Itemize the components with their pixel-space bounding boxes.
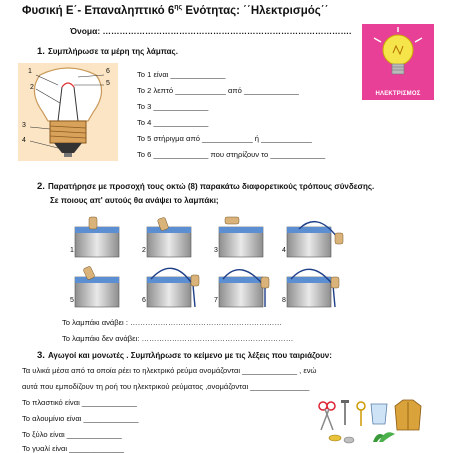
page-title: Φυσική Ε΄- Επαναληπτικό $6^{\eta\varsigma}$ Ενότητας: ΄΄Ηλεκτρισμός΄΄ — [22, 4, 329, 17]
circuits-figure — [55, 215, 345, 315]
answer-not-lights: Το λαμπάκι δεν ανάβει: …………………………………………………… — [62, 334, 294, 343]
material-line-plastic: Το πλαστικό είναι _____________ — [22, 398, 137, 407]
lightbulb-icon — [362, 24, 434, 86]
lamp-part-line-2: Το 2 λεπτό ____________ από _____________ — [137, 86, 299, 95]
section3-paragraph-line2: αυτά που εμποδίζουν τη ροή του ηλεκτρικού ρεύματος ,ονομάζονται ______________ — [22, 382, 310, 391]
figure-number-4: 4 — [282, 247, 286, 254]
diagram-label-2: 2 — [30, 84, 34, 91]
figure-number-1: 1 — [70, 247, 74, 254]
nail-icon — [341, 400, 349, 425]
figure-number-2: 2 — [142, 247, 146, 254]
section3-paragraph-line1: Τα υλικά μέσα από τα οποία ρέει το ηλεκτρικό ρεύμα ονομάζονται _____________ , ενώ — [22, 366, 317, 375]
cup-icon — [371, 404, 387, 424]
figure-number-6: 6 — [142, 297, 146, 304]
scissors-icon — [319, 402, 335, 430]
section1-heading: 1. Συμπλήρωσε τα μέρη της λάμπας. — [37, 46, 178, 57]
diagram-label-5: 5 — [106, 80, 110, 87]
coat-icon — [395, 400, 421, 430]
lamp-part-line-1: Το 1 είναι _____________ — [137, 70, 226, 79]
lamp-part-line-4: Το 4 _____________ — [137, 118, 209, 127]
circuit-3 — [219, 217, 263, 257]
lamp-part-line-6: Το 6 _____________ που στηρίζουν το _____________ — [137, 150, 326, 159]
diagram-label-4: 4 — [22, 137, 26, 144]
circuit-4 — [287, 222, 343, 257]
electricity-logo — [362, 24, 434, 100]
circuit-5 — [75, 266, 119, 307]
figure-number-8: 8 — [282, 297, 286, 304]
circuit-2 — [147, 217, 191, 257]
coins-icon — [329, 435, 354, 443]
lamp-part-line-3: Το 3 _____________ — [137, 102, 209, 111]
lamp-part-line-5: Το 5 στήριγμα από ____________ ή ____________ — [137, 134, 312, 143]
circuit-6 — [147, 268, 199, 307]
plant-icon — [373, 432, 395, 442]
circuit-1 — [75, 217, 119, 257]
logo-label: ΗΛΕΚΤΡΙΣΜΟΣ — [375, 91, 421, 97]
figure-number-3: 3 — [214, 247, 218, 254]
diagram-label-6: 6 — [106, 68, 110, 75]
name-field-line: Όνομα: ……………………………………………………………………………. — [70, 26, 352, 36]
material-line-wood: Το ξύλο είναι _____________ — [22, 430, 122, 439]
diagram-label-1: 1 — [28, 68, 32, 75]
circuit-8 — [287, 269, 339, 307]
materials-clipart — [315, 396, 435, 446]
circuit-7 — [219, 270, 269, 307]
material-line-aluminium: Το αλουμίνιο είναι _____________ — [22, 414, 139, 423]
figure-number-5: 5 — [70, 297, 74, 304]
diagram-label-3: 3 — [22, 122, 26, 129]
key-icon — [357, 402, 365, 426]
lamp-parts-diagram — [18, 63, 118, 161]
answer-lights: Το λαμπάκι ανάβει : …………………………………………………… — [62, 318, 282, 327]
section3-heading: 3. Αγωγοί και μονωτές . Συμπλήρωσε το κείμενο με τις λέξεις που ταιριάζουν: — [37, 350, 332, 361]
section2-heading: 2. Παρατήρησε με προσοχή τους οκτώ (8) παρακάτω διαφορετικούς τρόπους σύνδεσης. — [37, 181, 375, 192]
material-line-glass: Το γυαλί είναι _____________ — [22, 444, 125, 453]
section2-subheading: Σε ποιους απ' αυτούς θα ανάψει το λαμπάκι; — [50, 196, 219, 205]
figure-number-7: 7 — [214, 297, 218, 304]
